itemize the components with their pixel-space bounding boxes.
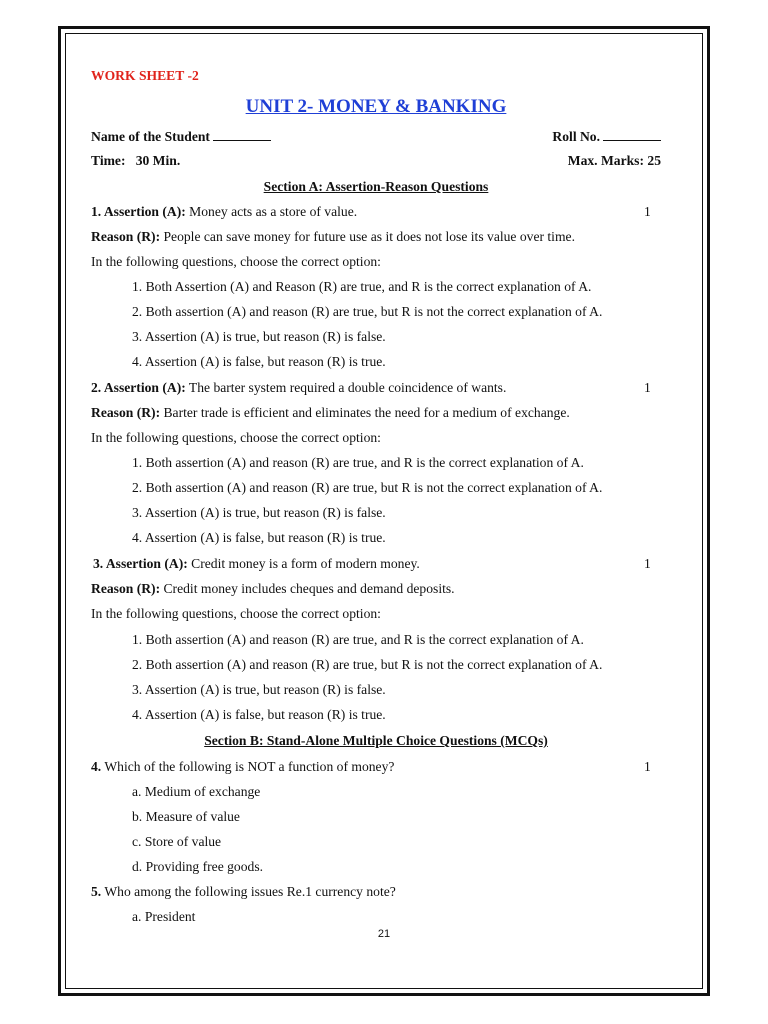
time-marks-row: [91, 153, 661, 169]
q3-instruction: In the following questions, choose the correct option:: [91, 606, 381, 621]
q3-assertion: 3. Assertion (A): Credit money is a form of modern money.: [93, 556, 420, 571]
q3-marks: 1: [644, 556, 651, 571]
student-info-row: [91, 128, 661, 145]
q1-assertion: 1. Assertion (A): Money acts as a store of value.: [91, 204, 358, 219]
q3-option-4: 4. Assertion (A) is false, but reason (R) is true.: [132, 707, 386, 722]
time-value: 30 Min.: [135, 153, 181, 168]
q3-option-2: 2. Both assertion (A) and reason (R) are true, but R is not the correct explanation of A.: [132, 657, 603, 672]
q3-reason: Reason (R): Credit money includes cheques and demand deposits.: [91, 581, 455, 596]
max-marks: Max. Marks: 25: [567, 153, 661, 168]
q1-option-1: 1. Both Assertion (A) and Reason (R) are true, and R is the correct explanation of A.: [132, 279, 592, 294]
q3-option-3: 3. Assertion (A) is true, but reason (R) is false.: [132, 682, 386, 697]
q5-option-a: a. President: [132, 909, 196, 924]
q2-option-3: 3. Assertion (A) is true, but reason (R) is false.: [132, 505, 386, 520]
roll-no-blank: [603, 128, 661, 141]
q4-option-b: b. Measure of value: [132, 809, 240, 824]
q3-option-1: 1. Both assertion (A) and reason (R) are true, and R is the correct explanation of A.: [132, 632, 584, 647]
unit-title: UNIT 2- MONEY & BANKING: [245, 96, 507, 117]
q1-instruction: In the following questions, choose the correct option:: [91, 254, 381, 269]
q1-option-3: 3. Assertion (A) is true, but reason (R) is false.: [132, 329, 386, 344]
student-name-label: Name of the Student: [91, 129, 210, 144]
worksheet-label: WORK SHEET -2: [91, 68, 199, 83]
section-a-title: Section A: Assertion-Reason Questions: [263, 179, 489, 194]
q1-reason: Reason (R): People can save money for future use as it does not lose its value over time.: [91, 229, 575, 244]
q1-option-4: 4. Assertion (A) is false, but reason (R) is true.: [132, 354, 386, 369]
roll-no-label: Roll No.: [552, 129, 600, 144]
q1-option-2: 2. Both assertion (A) and reason (R) are true, but R is not the correct explanation of A.: [132, 304, 603, 319]
q4-option-c: c. Store of value: [132, 834, 222, 849]
roll-no-field: [552, 128, 661, 145]
q4-option-d: d. Providing free goods.: [132, 859, 264, 874]
q2-instruction: In the following questions, choose the correct option:: [91, 430, 381, 445]
q2-reason: Reason (R): Barter trade is efficient and eliminates the need for a medium of exchange.: [91, 405, 570, 420]
section-b-title: Section B: Stand-Alone Multiple Choice Questions (MCQs): [204, 733, 548, 748]
page-number: 21: [377, 928, 391, 940]
q4-option-a: a. Medium of exchange: [132, 784, 261, 799]
q2-marks: 1: [644, 380, 651, 395]
q1-marks: 1: [644, 204, 651, 219]
student-name-blank: [213, 128, 271, 141]
q4-marks: 1: [644, 759, 651, 774]
q5-question: 5. Who among the following issues Re.1 currency note?: [91, 884, 396, 899]
q2-option-1: 1. Both assertion (A) and reason (R) are true, and R is the correct explanation of A.: [132, 455, 584, 470]
time-label: Time:: [91, 153, 126, 168]
q2-option-4: 4. Assertion (A) is false, but reason (R) is true.: [132, 530, 386, 545]
q2-assertion: 2. Assertion (A): The barter system required a double coincidence of wants.: [91, 380, 507, 395]
q4-question: 4. Which of the following is NOT a function of money?: [91, 759, 395, 774]
q2-option-2: 2. Both assertion (A) and reason (R) are true, but R is not the correct explanation of A.: [132, 480, 603, 495]
